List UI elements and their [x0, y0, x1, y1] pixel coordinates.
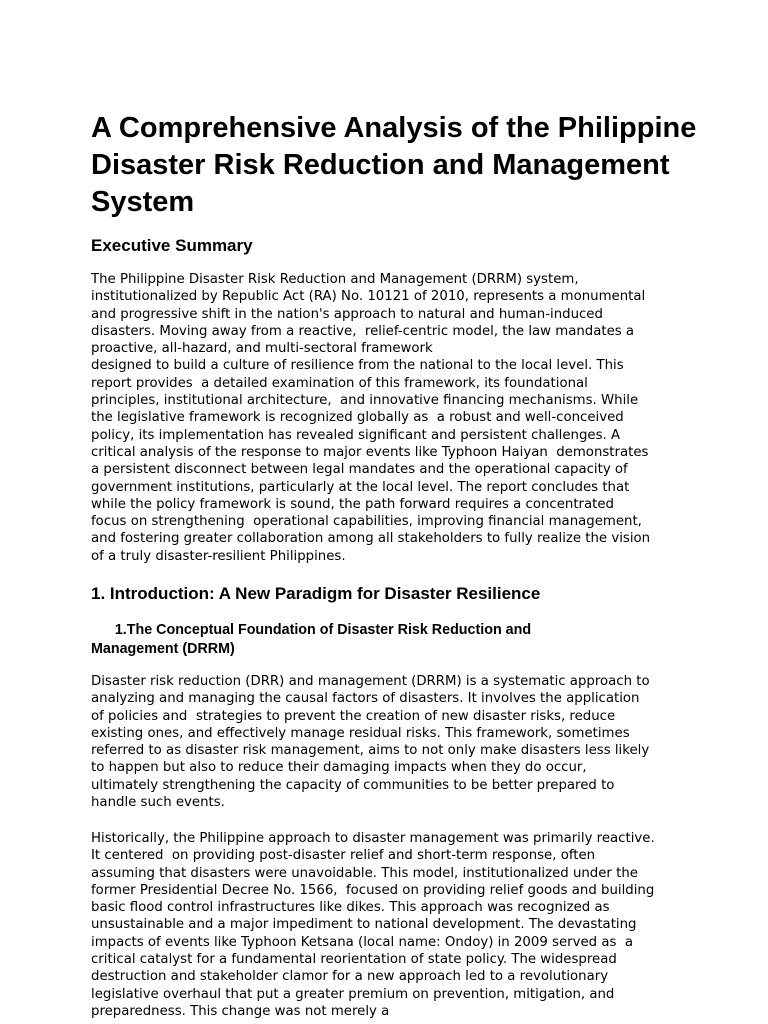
- subsection-heading-line: 1.The Conceptual Foundation of Disaster Risk Reduction and: [91, 622, 532, 638]
- paragraph-line: assuming that disasters were unavoidable. This model, institutionalized under the: [91, 865, 638, 881]
- paragraph-line: legislative overhaul that put a greater premium on prevention, mitigation, and: [91, 986, 615, 1002]
- paragraph-line: destruction and stakeholder clamor for a new approach led to a revolutionary: [91, 969, 609, 985]
- section-1-heading: 1. Introduction: A New Paradigm for Disaster Resilience: [91, 584, 541, 603]
- paragraph-line: focus on strengthening operational capabilities, improving financial management,: [91, 514, 642, 530]
- section-1-paragraph-1: [91, 673, 691, 811]
- paragraph-line: the legislative framework is recognized globally as a robust and well-conceived: [91, 410, 624, 426]
- paragraph-line: impacts of events like Typhoon Ketsana (local name: Ondoy) in 2009 served as a: [91, 934, 633, 950]
- paragraph-line: designed to build a culture of resilience from the national to the local level. This: [91, 358, 624, 374]
- paragraph-line: of a truly disaster-resilient Philippines.: [91, 548, 346, 564]
- section-1-paragraph-2: [91, 830, 691, 1020]
- paragraph-line: handle such events.: [91, 795, 225, 811]
- paragraph-line: and fostering greater collaboration among all stakeholders to fully realize the vision: [91, 531, 651, 547]
- paragraph-line: of policies and strategies to prevent the creation of new disaster risks, reduce: [91, 708, 616, 724]
- paragraph-line: unsustainable and a major impediment to national development. The devastating: [91, 917, 637, 933]
- paragraph-line: preparedness. This change was not merely a: [91, 1003, 390, 1019]
- paragraph-line: report provides a detailed examination of this framework, its foundational: [91, 375, 588, 391]
- paragraph-line: ultimately strengthening the capacity of communities to be better prepared to: [91, 777, 615, 793]
- paragraph-line: critical analysis of the response to major events like Typhoon Haiyan demonstrates: [91, 444, 649, 460]
- paragraph-line: institutionalized by Republic Act (RA) No. 10121 of 2010, represents a monumental: [91, 289, 646, 305]
- paragraph-line: disasters. Moving away from a reactive, relief-centric model, the law mandates a: [91, 323, 635, 339]
- executive-summary-paragraph: [91, 271, 691, 565]
- subsection-heading-line: Management (DRRM): [91, 641, 235, 657]
- paragraph-line: to happen but also to reduce their damaging impacts when they do occur,: [91, 760, 587, 776]
- paragraph-line: proactive, all-hazard, and multi-sectoral framework: [91, 341, 433, 357]
- paragraph-line: while the policy framework is sound, the path forward requires a concentrated: [91, 496, 614, 512]
- paragraph-line: Disaster risk reduction (DRR) and management (DRRM) is a systematic approach to: [91, 674, 650, 689]
- paragraph-line: existing ones, and effectively manage residual risks. This framework, sometimes: [91, 725, 630, 741]
- paragraph-line: analyzing and managing the causal factors of disasters. It involves the application: [91, 691, 640, 707]
- paragraph-line: critical catalyst for a fundamental reorientation of state policy. The widespread: [91, 952, 617, 968]
- paragraph-line: Historically, the Philippine approach to disaster management was primarily reactive.: [91, 831, 655, 846]
- paragraph-line: former Presidential Decree No. 1566, focused on providing relief goods and building: [91, 882, 655, 898]
- executive-summary-heading: Executive Summary: [91, 236, 253, 255]
- paragraph-line: and progressive shift in the nation's approach to natural and human-induced: [91, 306, 603, 322]
- paragraph-line: government institutions, particularly at the local level. The report concludes that: [91, 479, 630, 495]
- paragraph-line: principles, institutional architecture, and innovative financing mechanisms. While: [91, 393, 639, 409]
- paragraph-line: referred to as disaster risk management, aims to not only make disasters less likely: [91, 743, 650, 759]
- paragraph-line: The Philippine Disaster Risk Reduction and Management (DRRM) system,: [91, 272, 579, 287]
- document-title: A Comprehensive Analysis of the Philippine Disaster Risk Reduction and Management System: [91, 112, 697, 218]
- paragraph-line: basic flood control infrastructures like dikes. This approach was recognized as: [91, 900, 610, 916]
- paragraph-line: It centered on providing post-disaster relief and short-term response, often: [91, 848, 596, 864]
- subsection-1-1-heading: [91, 621, 531, 659]
- paragraph-line: policy, its implementation has revealed significant and persistent challenges. A: [91, 427, 621, 443]
- paragraph-line: a persistent disconnect between legal mandates and the operational capacity of: [91, 462, 628, 478]
